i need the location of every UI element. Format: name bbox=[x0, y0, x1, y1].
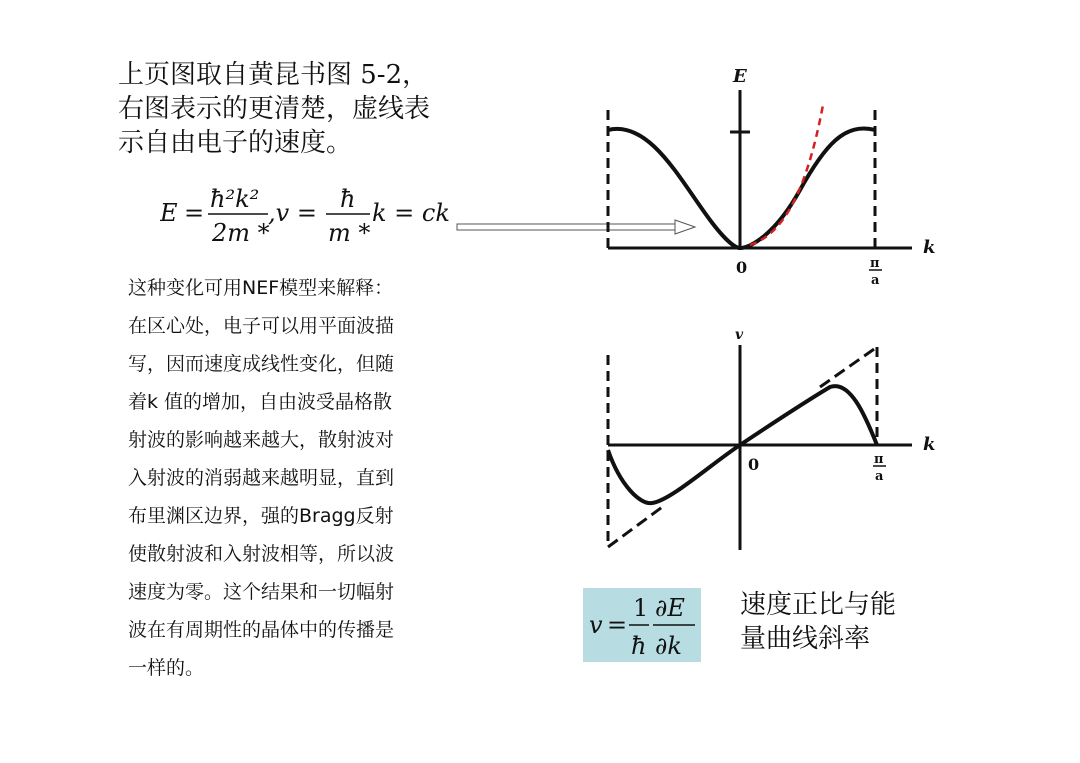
free-electron-curve bbox=[750, 105, 823, 245]
vformula-num1: 1 bbox=[633, 594, 649, 622]
vformula-den2: ∂k bbox=[655, 632, 682, 660]
explain-line-8: 使散射波和入射波相等，所以波 bbox=[128, 543, 395, 565]
energy-a-label: a bbox=[871, 273, 880, 288]
explain-line-5: 射波的影响越来越大，散射波对 bbox=[128, 429, 395, 451]
caption-line-2: 量曲线斜率 bbox=[740, 624, 871, 654]
vformula-eq: = bbox=[607, 611, 628, 639]
formula-tail: k = ck bbox=[372, 199, 450, 227]
formula-num2: ħ bbox=[340, 185, 356, 213]
energy-origin-label: 0 bbox=[736, 258, 748, 277]
caption-line-1: 速度正比与能 bbox=[740, 590, 897, 620]
velocity-pi-label: π bbox=[874, 452, 884, 467]
energy-pi-label: π bbox=[870, 256, 880, 271]
formula-eq: = bbox=[184, 199, 205, 227]
velocity-plot bbox=[590, 325, 940, 560]
velocity-a-label: a bbox=[875, 469, 884, 484]
intro-line-2: 右图表示的更清楚，虚线表 bbox=[118, 94, 431, 124]
explain-line-7: 布里渊区边界，强的Bragg反射 bbox=[128, 505, 394, 527]
energy-x-label: k bbox=[923, 237, 936, 258]
velocity-free-right bbox=[820, 347, 877, 387]
velocity-free-left bbox=[608, 505, 665, 547]
energy-y-label: E bbox=[733, 66, 747, 87]
velocity-origin-label: 0 bbox=[748, 455, 760, 474]
explain-line-1: 这种变化可用NEF模型来解释： bbox=[128, 277, 394, 299]
explain-line-9: 速度为零。这个结果和一切幅射 bbox=[128, 581, 395, 603]
formula-den1: 2m * bbox=[212, 219, 270, 245]
energy-formula bbox=[160, 185, 480, 245]
intro-line-3: 示自由电子的速度。 bbox=[118, 128, 353, 158]
explain-line-2: 在区心处，电子可以用平面波描 bbox=[128, 315, 395, 337]
velocity-y-label: v bbox=[735, 327, 744, 343]
velocity-x-label: k bbox=[923, 434, 936, 455]
explain-line-3: 写，因而速度成线性变化，但随 bbox=[128, 353, 395, 375]
vformula-v: v bbox=[589, 611, 603, 639]
vformula-num2: ∂E bbox=[655, 594, 685, 622]
explain-line-11: 一样的。 bbox=[128, 657, 205, 679]
vformula-den1: ħ bbox=[631, 632, 647, 660]
explanation-text bbox=[128, 275, 508, 705]
formula-num1: ħ²k² bbox=[210, 185, 260, 213]
energy-band-plot bbox=[590, 60, 940, 300]
explain-line-10: 波在有周期性的晶体中的传播是 bbox=[128, 619, 395, 641]
formula-E: E bbox=[160, 199, 178, 227]
intro-line-1: 上页图取自黄昆书图 5-2， bbox=[118, 60, 429, 90]
intro-text bbox=[118, 58, 518, 160]
explain-line-4: 着k 值的增加，自由波受晶格散 bbox=[128, 391, 393, 413]
formula-comma-v: ,v = bbox=[268, 199, 317, 227]
formula-den2: m * bbox=[328, 219, 371, 245]
explain-line-6: 入射波的消弱越来越明显，直到 bbox=[128, 467, 395, 489]
caption-text bbox=[740, 588, 896, 656]
velocity-formula bbox=[583, 588, 701, 662]
